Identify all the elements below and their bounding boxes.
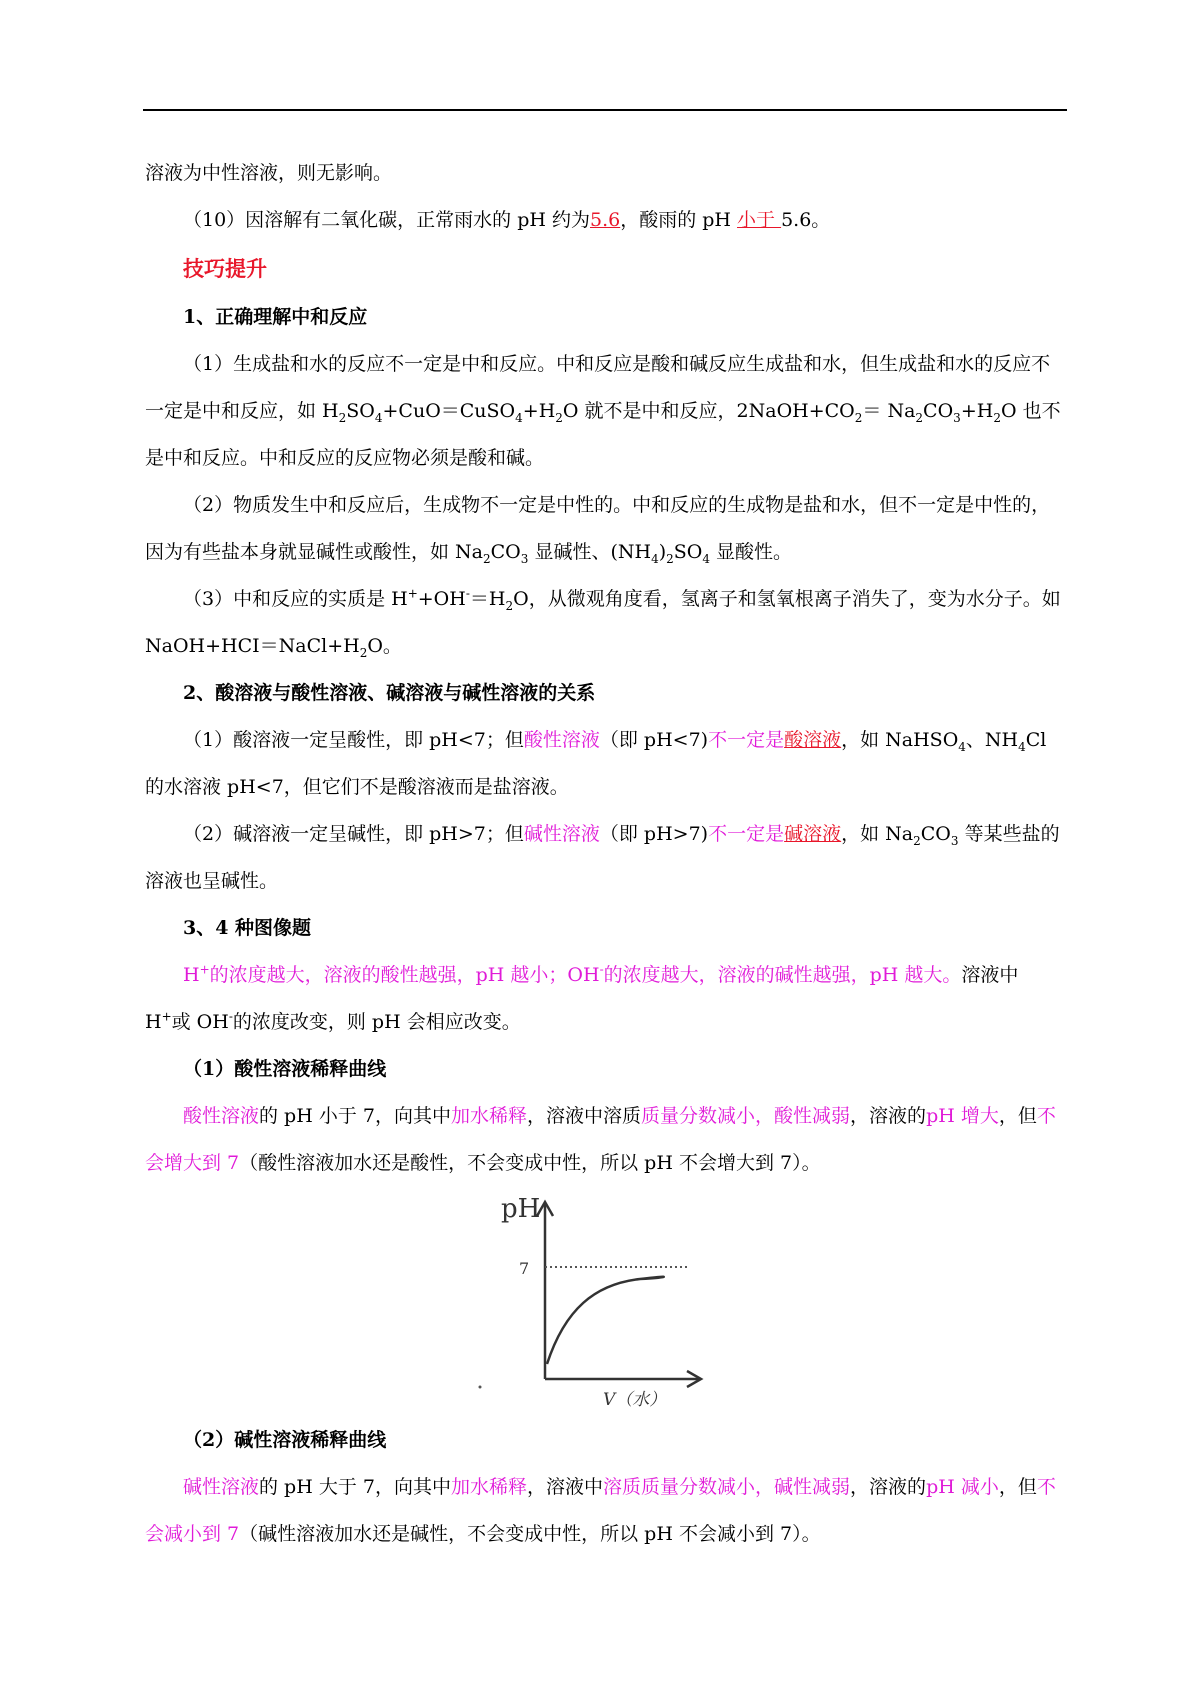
header-rule <box>143 109 1067 111</box>
dilution-curve <box>547 1277 664 1364</box>
heading-neutralization: 1、正确理解中和反应 <box>183 306 368 328</box>
heading-base-dilution: （2）碱性溶液稀释曲线 <box>183 1429 387 1451</box>
paragraph-neutralization-3: （3）中和反应的实质是 $H^++OH^-=H_2O$，从微观角度看，氢离子和氢氧根离子消失了，变为水分子。如 $NaOH+HCI=NaCl+H_2O$。 <box>145 586 1061 660</box>
paragraph-ion-concentration: H+的浓度越大，溶液的酸性越强，pH 越小；OH-的浓度越大，溶液的碱性越强，pH 越大。溶液中 H+或 OH-的浓度改变，则 pH 会相应改变。 <box>145 962 1019 1033</box>
paragraph-base-relation: （2）碱溶液一定呈碱性，即 pH>7；但碱性溶液（即 pH>7)不一定是碱溶液，如 $Na_2CO_3$ 等某些盐的溶液也呈碱性。 <box>145 823 1060 892</box>
heading-acid-base-relation: 2、酸溶液与酸性溶液、碱溶液与碱性溶液的关系 <box>183 682 596 704</box>
section-title: 技巧提升 <box>183 256 267 281</box>
acid-dilution-figure <box>145 1187 1067 1417</box>
tick-7-label: 7 <box>519 1259 530 1278</box>
paragraph-acid-relation: （1）酸溶液一定呈酸性，即 pH<7；但酸性溶液（即 pH<7)不一定是酸溶液，如 NaHSO$_4$、$NH_4Cl$ 的水溶液 pH<7，但它们不是酸溶液而是盐溶液。 <box>145 729 1047 798</box>
paragraph-base-dilution: 碱性溶液的 pH 大于 7，向其中加水稀释，溶液中溶质质量分数减小，碱性减弱，溶液的pH 减小，但不会减小到 7（碱性溶液加水还是碱性，不会变成中性，所以 pH 不会减小到 7）。 <box>145 1476 1056 1545</box>
document-body <box>145 150 1067 1558</box>
paragraph-acid-dilution: 酸性溶液的 pH 小于 7，向其中加水稀释，溶液中溶质质量分数减小，酸性减弱，溶液的pH 增大，但不会增大到 7（酸性溶液加水还是酸性，不会变成中性，所以 pH 不会增大到 7）。 <box>145 1105 1056 1174</box>
stray-dot <box>479 1386 482 1389</box>
paragraph-neutralization-2: （2）物质发生中和反应后，生成物不一定是中性的。中和反应的生成物是盐和水，但不一定是中性的，因为有些盐本身就显碱性或酸性，如 $Na_2CO_3$ 显碱性、$(NH_4)_2SO_4$ 显酸性。 <box>145 494 1051 566</box>
value-5-6: 5.6 <box>590 209 621 231</box>
paragraph-rain-ph: （10）因溶解有二氧化碳，正常雨水的 pH 约为5.6，酸雨的 pH 小于 5.6。 <box>183 209 831 231</box>
heading-acid-dilution: （1）酸性溶液稀释曲线 <box>183 1058 387 1080</box>
x-axis-label: V（水） <box>603 1390 667 1409</box>
ph-dilution-graph <box>465 1189 725 1409</box>
paragraph-neutral: 溶液为中性溶液，则无影响。 <box>145 162 393 184</box>
less-than-text: 小于 <box>737 209 782 231</box>
heading-graph-types: 3、4 种图像题 <box>183 917 312 939</box>
paragraph-neutralization-1: （1）生成盐和水的反应不一定是中和反应。中和反应是酸和碱反应生成盐和水，但生成盐和水的反应不一定是中和反应，如 $H_2SO_4+CuO=CuSO_4+H_2O$ 就不是中和反应，$2NaOH+CO_2= Na_2CO_3+H_2O$ 也不是中和反应。中和反应的反应物必须是酸和碱。 <box>145 353 1061 469</box>
y-axis-label: pH <box>501 1194 541 1224</box>
